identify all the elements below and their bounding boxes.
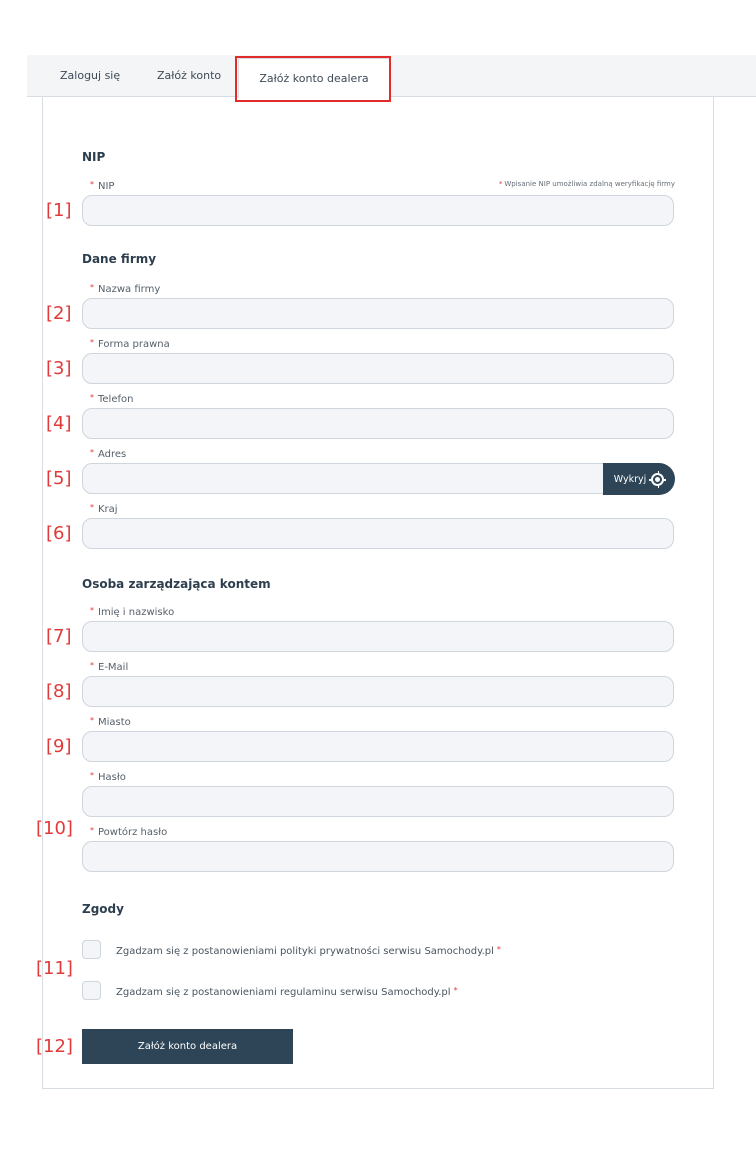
marker-9: [9] [46, 736, 72, 757]
legal-form-input[interactable] [82, 353, 674, 384]
address-label: * Adres [90, 448, 127, 460]
privacy-consent-label: Zgadzam się z postanowieniami polityki prywatności serwisu Samochody.pl * [116, 945, 501, 957]
city-input[interactable] [82, 731, 674, 762]
password-label: * Hasło [90, 771, 126, 783]
marker-5: [5] [46, 468, 72, 489]
phone-label: * Telefon [90, 393, 134, 405]
repeat-password-label: * Powtórz hasło [90, 826, 168, 838]
section-title-consents: Zgody [82, 902, 124, 916]
section-title-manager: Osoba zarządzająca kontem [82, 577, 271, 591]
email-input[interactable] [82, 676, 674, 707]
repeat-password-input[interactable] [82, 841, 674, 872]
nip-hint: * Wpisanie NIP umożliwia zdalną weryfikację firmy [498, 180, 675, 188]
marker-2: [2] [46, 303, 72, 324]
marker-12: [12] [36, 1036, 73, 1057]
company-name-input[interactable] [82, 298, 674, 329]
marker-7: [7] [46, 626, 72, 647]
marker-4: [4] [46, 413, 72, 434]
submit-dealer-button[interactable]: Załóż konto dealera [82, 1029, 293, 1064]
email-label: * E-Mail [90, 661, 129, 673]
privacy-consent-checkbox[interactable] [82, 940, 101, 959]
nip-input[interactable] [82, 195, 674, 226]
crosshair-target-icon [651, 473, 664, 486]
tab-bar [27, 55, 756, 97]
marker-10: [10] [36, 818, 73, 839]
tab-register[interactable]: Załóż konto [157, 69, 222, 82]
tab-login[interactable]: Zaloguj się [60, 69, 121, 82]
marker-1: [1] [46, 200, 72, 221]
section-title-nip: NIP [82, 150, 106, 164]
detect-location-button[interactable] [603, 463, 675, 495]
detect-label: Wykryj [613, 473, 647, 485]
address-input[interactable] [82, 463, 604, 494]
terms-consent-checkbox[interactable] [82, 981, 101, 1000]
legal-form-label: * Forma prawna [90, 338, 170, 350]
terms-consent-label: Zgadzam się z postanowieniami regulaminu serwisu Samochody.pl * [116, 986, 458, 998]
nip-label: * NIP [90, 180, 115, 192]
country-input[interactable] [82, 518, 674, 549]
fullname-input[interactable] [82, 621, 674, 652]
section-title-company: Dane firmy [82, 252, 157, 266]
city-label: * Miasto [90, 716, 131, 728]
tab-register-dealer[interactable]: Załóż konto dealera [238, 58, 390, 98]
phone-input[interactable] [82, 408, 674, 439]
form-panel [42, 96, 714, 1089]
marker-11: [11] [36, 958, 73, 979]
country-label: * Kraj [90, 503, 118, 515]
company-name-label: * Nazwa firmy [90, 283, 161, 295]
fullname-label: * Imię i nazwisko [90, 606, 175, 618]
marker-8: [8] [46, 681, 72, 702]
marker-6: [6] [46, 523, 72, 544]
marker-3: [3] [46, 358, 72, 379]
password-input[interactable] [82, 786, 674, 817]
